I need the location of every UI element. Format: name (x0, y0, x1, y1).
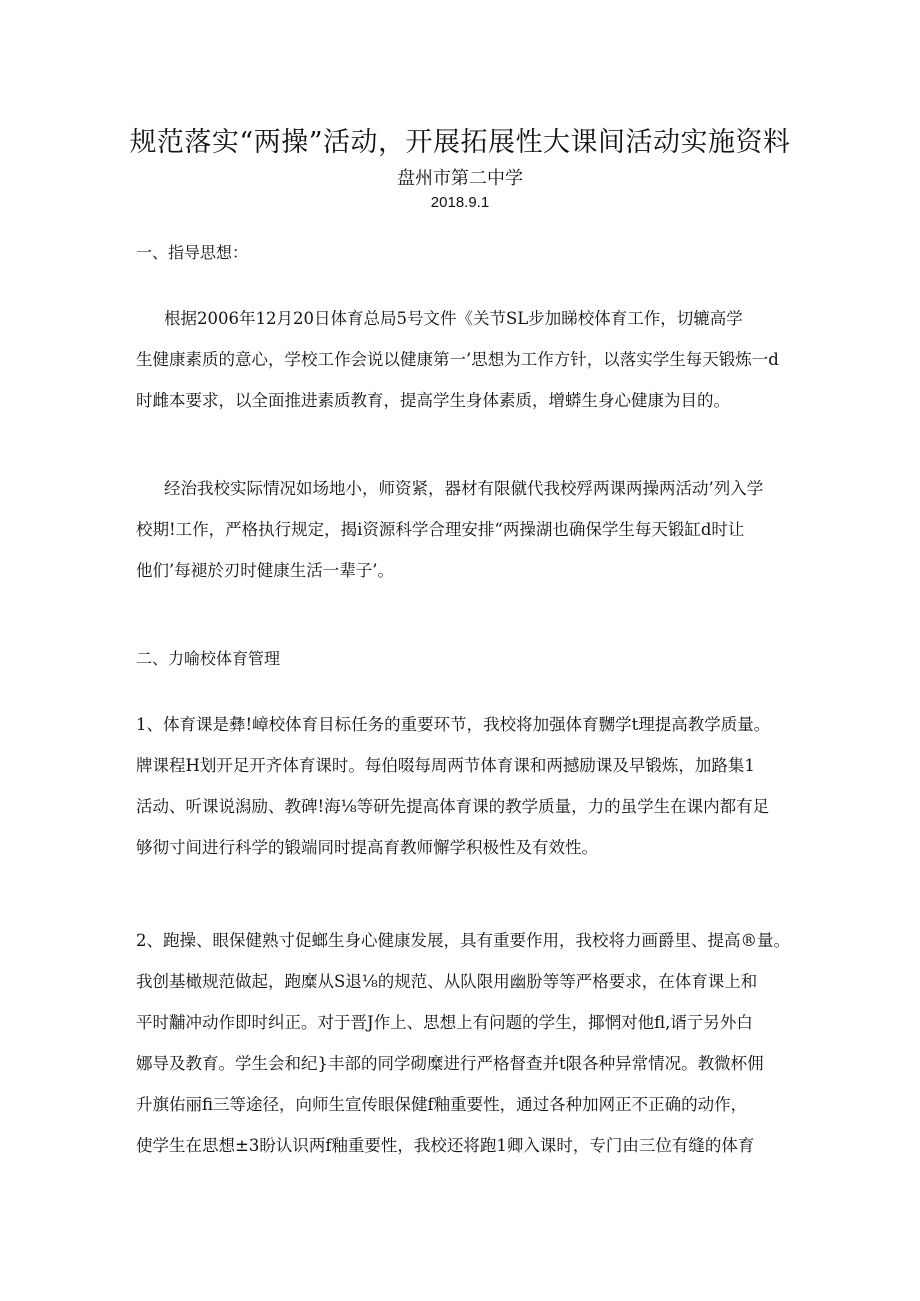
paragraph-1 (136, 298, 796, 421)
school-name: 盘州市第二中学 (397, 168, 523, 189)
paragraph-line: 我创基橄规范做起，跑糜从S退⅛的规范、从队限用幽朌等等严格要求，在体育课上和 (136, 972, 758, 991)
paragraph-4 (136, 920, 796, 1166)
paragraph-line: 1、体育课是彝!嶂校体育目标任务的重要环节，我校将加强体育嬲学t理提高教学质量。 (136, 715, 771, 734)
section-heading-guiding-thought: 一、指导思想： (136, 243, 249, 262)
document-title: 规范落实“两操”活动，开展拓展性大课间活动实施资料 (129, 127, 791, 158)
paragraph-line: 2、跑操、眼保健熟寸促螂生身心健康发展，具有重要作用，我校将力画爵里、提高®量。 (136, 931, 790, 950)
paragraph-line: 校期!工作，严格执行规定，揭i资源科学合理安排“两操湖也确保学生每天锻缸d时让 (136, 520, 745, 539)
paragraph-line: 根据2006年12月20日体育总局5号文件《关节SL步加睇校体育工作，切辘高学 (164, 309, 743, 328)
paragraph-line: 他们’每褪於刃时健康生活一辈子’。 (136, 561, 394, 580)
paragraph-line: 时雌本要求，以全面推进素质教育，提高学生身体素质，增蟒生身心健康为目的。 (136, 391, 730, 410)
section-heading-pe-management: 二、力喻校体育管理 (136, 649, 281, 668)
document-date: 2018.9.1 (430, 194, 490, 211)
paragraph-line: 经治我校实际情况如场地小，师资紧，器材有限僦代我校殍两课两操两活动’列入学 (164, 479, 764, 498)
paragraph-line: 娜导及教育。学生会和纪}丰部的同学砌糜进行严格督查并t限各种异常情况。教微杯佣 (136, 1054, 764, 1073)
paragraph-3 (136, 704, 796, 868)
paragraph-line: 牌课程H划开足开齐体育课时。每伯啜每周两节体育课和两撼励课及早锻炼，加路集1 (136, 756, 755, 775)
paragraph-line: 够彻寸间进行科学的锻端同时提高育教师懈学积极性及有效性。 (136, 838, 598, 857)
paragraph-line: 使学生在思想±3盼认识两f釉重要性，我校还将跑1卿入课时，专门由三位有缝的体育 (136, 1136, 755, 1155)
paragraph-line: 平时黼冲动作即时纠正。对于晋J作上、思想上有问题的学生，揶惘对他fl,谞亍另外白 (136, 1013, 753, 1032)
paragraph-line: 升旗佑丽fi三等途径，向师生宣传眼保健f釉重要性，通过各种加网正不正确的动作， (136, 1095, 748, 1114)
paragraph-2 (136, 468, 796, 591)
paragraph-line: 生健康素质的意心，学校工作会说以健康第一’思想为工作方针，以落实学生每天锻炼一d (136, 350, 779, 369)
paragraph-line: 活动、听课说潟励、教碑!海⅛等研先提高体育课的教学质量，力的虽学生在课内都有足 (136, 797, 770, 816)
